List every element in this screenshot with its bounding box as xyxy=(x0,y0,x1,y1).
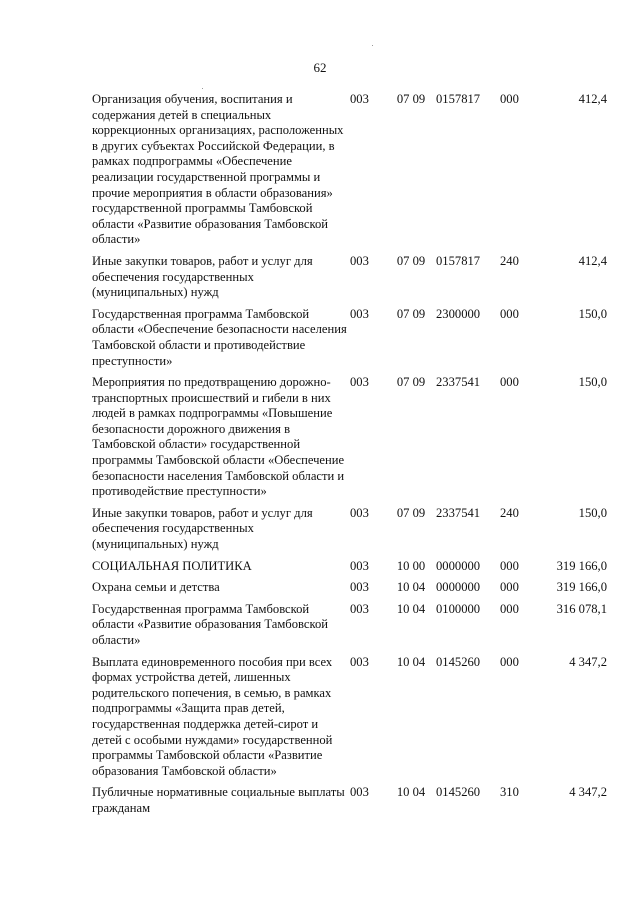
table-row xyxy=(92,307,607,375)
row-code-ministry: 003 xyxy=(350,92,369,106)
row-code-ministry: 003 xyxy=(350,580,369,595)
row-name: Организация обучения, воспитания и содержания детей в специальных коррекционных организациях, расположенных в других субъектах Российской Федерации, в рамках подпрограммы «Обеспечение реализации государственной программы и прочие мероприятия в области образования» государственной программы Тамбовской области «Развитие образования Тамбовской области» xyxy=(92,92,344,247)
row-name: Иные закупки товаров, работ и услуг для обеспечения государственных (муниципальных) нужд xyxy=(92,505,313,552)
row-amount: 4 347,2 xyxy=(569,785,607,800)
row-code-ministry: 003 xyxy=(350,601,369,616)
row-code-expense-type: 240 xyxy=(500,505,519,520)
row-code-section: 10 00 xyxy=(396,558,426,573)
row-code-expense-type: 000 xyxy=(500,92,519,106)
row-code-expense-type: 000 xyxy=(500,375,519,390)
row-name: Публичные нормативные социальные выплаты гражданам xyxy=(92,785,345,815)
table-row xyxy=(92,254,607,307)
row-code-ministry: 003 xyxy=(350,375,369,390)
row-name: Мероприятия по предотвращению дорожно-транспортных происшествий и гибели в них людей в рамках подпрограммы «Повышение безопасности дорожного движения в Тамбовской области» государственной программы Тамбовской области «Обеспечение безопасности населения Тамбовской области и противодействие преступности» xyxy=(92,375,345,499)
table-row xyxy=(92,92,607,254)
row-code-section: 07 09 xyxy=(396,505,426,520)
row-code-ministry: 003 xyxy=(350,253,369,268)
row-name: Государственная программа Тамбовской области «Обеспечение безопасности населения Тамбовской области и противодействие преступности» xyxy=(92,306,347,368)
table-row xyxy=(92,655,607,786)
row-code-target: 0145260 xyxy=(436,654,481,669)
row-name: Иные закупки товаров, работ и услуг для обеспечения государственных (муниципальных) нужд xyxy=(92,253,313,300)
row-code-ministry: 003 xyxy=(350,654,369,669)
row-code-section: 07 09 xyxy=(396,306,426,321)
table-row xyxy=(92,506,607,559)
row-code-section: 10 04 xyxy=(396,654,426,669)
row-code-target: 2337541 xyxy=(436,505,481,520)
row-code-expense-type: 000 xyxy=(500,654,519,669)
row-code-ministry: 003 xyxy=(350,306,369,321)
row-code-expense-type: 310 xyxy=(500,785,519,800)
row-amount: 319 166,0 xyxy=(556,580,607,595)
row-code-expense-type: 000 xyxy=(500,601,519,616)
row-code-target: 2337541 xyxy=(436,375,481,390)
row-code-target: 0100000 xyxy=(436,601,481,616)
row-code-ministry: 003 xyxy=(350,785,369,800)
row-amount: 316 078,1 xyxy=(556,601,607,616)
table-row xyxy=(92,559,607,581)
budget-table xyxy=(92,92,607,817)
table-row xyxy=(92,580,607,602)
row-code-target: 0145260 xyxy=(436,785,481,800)
page-number: 62 xyxy=(313,60,327,75)
row-amount: 150,0 xyxy=(578,306,607,321)
row-code-section: 10 04 xyxy=(396,601,426,616)
scan-mark xyxy=(202,88,203,89)
row-code-section: 10 04 xyxy=(396,580,426,595)
row-code-target: 0157817 xyxy=(436,253,481,268)
row-amount: 150,0 xyxy=(578,375,607,390)
row-code-expense-type: 240 xyxy=(500,253,519,268)
row-code-expense-type: 000 xyxy=(500,580,519,595)
table-row xyxy=(92,375,607,506)
row-code-section: 07 09 xyxy=(396,375,426,390)
row-code-section: 07 09 xyxy=(396,92,426,106)
row-code-target: 0000000 xyxy=(436,580,481,595)
row-code-ministry: 003 xyxy=(350,558,369,573)
row-amount: 4 347,2 xyxy=(569,654,607,669)
row-code-section: 10 04 xyxy=(396,785,426,800)
row-code-expense-type: 000 xyxy=(500,306,519,321)
row-code-ministry: 003 xyxy=(350,505,369,520)
row-name: СОЦИАЛЬНАЯ ПОЛИТИКА xyxy=(92,558,252,573)
scan-mark xyxy=(372,45,373,46)
row-amount: 412,4 xyxy=(578,253,607,268)
row-code-target: 0157817 xyxy=(436,92,481,106)
row-name: Охрана семьи и детства xyxy=(92,580,220,595)
row-name: Государственная программа Тамбовской области «Развитие образования Тамбовской области» xyxy=(92,601,328,647)
row-code-expense-type: 000 xyxy=(500,558,519,573)
row-amount: 150,0 xyxy=(578,505,607,520)
table-row xyxy=(92,602,607,655)
row-code-section: 07 09 xyxy=(396,253,426,268)
row-name: Выплата единовременного пособия при всех формах устройства детей, лишенных родительского попечения, в семью, в рамках подпрограммы «Защита прав детей, государственная поддержка детей-сирот и детей с особыми нуждами» государственной программы Тамбовской области «Развитие образования Тамбовской области» xyxy=(92,654,333,778)
row-amount: 319 166,0 xyxy=(556,558,607,573)
table-row xyxy=(92,785,607,816)
row-code-target: 0000000 xyxy=(436,558,481,573)
row-amount: 412,4 xyxy=(578,92,607,106)
row-code-target: 2300000 xyxy=(436,306,481,321)
